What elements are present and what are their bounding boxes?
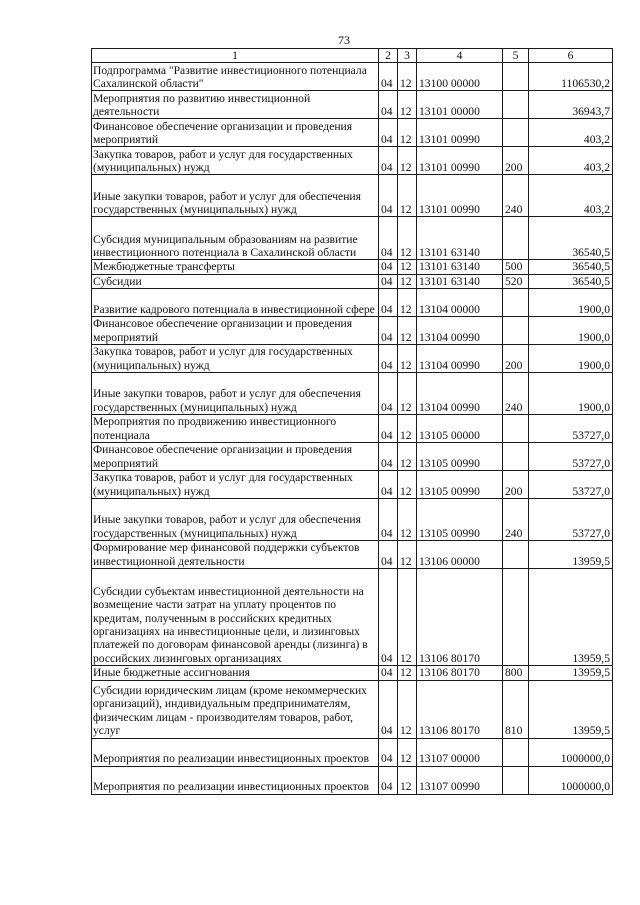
row-section-cell: 04 bbox=[379, 147, 398, 175]
header-cell: 2 bbox=[379, 49, 398, 63]
header-cell: 1 bbox=[92, 49, 379, 63]
row-expense-type-cell bbox=[503, 443, 529, 471]
row-name-cell: Развитие кадрового потенциала в инвестиционной сфере bbox=[92, 289, 379, 317]
row-expense-type-cell bbox=[503, 317, 529, 345]
row-subsection-cell: 12 bbox=[398, 175, 417, 217]
row-target-code-cell: 13101 00990 bbox=[417, 119, 503, 147]
row-amount-cell: 1000000,0 bbox=[529, 738, 613, 766]
row-target-code-cell: 13101 63140 bbox=[417, 217, 503, 260]
row-section-cell: 04 bbox=[379, 499, 398, 541]
row-section-cell: 04 bbox=[379, 569, 398, 666]
row-amount-cell: 1900,0 bbox=[529, 289, 613, 317]
row-section-cell: 04 bbox=[379, 738, 398, 766]
row-subsection-cell: 12 bbox=[398, 738, 417, 766]
header-cell: 3 bbox=[398, 49, 417, 63]
row-subsection-cell: 12 bbox=[398, 345, 417, 373]
row-section-cell: 04 bbox=[379, 415, 398, 443]
row-name-cell: Субсидии субъектам инвестиционной деятельности на возмещение части затрат на уплату процентов по кредитам, полученным в российских кредитных организациях на инвестиционные цели, и лизинговых платежей по договорам финансовой аренды (лизинга) в российских лизинговых организациях bbox=[92, 569, 379, 666]
table-row bbox=[92, 738, 613, 766]
row-section-cell: 04 bbox=[379, 373, 398, 415]
row-target-code-cell: 13105 00990 bbox=[417, 443, 503, 471]
table-row bbox=[92, 345, 613, 373]
table-row bbox=[92, 443, 613, 471]
row-expense-type-cell bbox=[503, 766, 529, 794]
row-name-cell: Финансовое обеспечение организации и проведения мероприятий bbox=[92, 443, 379, 471]
row-target-code-cell: 13104 00990 bbox=[417, 373, 503, 415]
row-subsection-cell: 12 bbox=[398, 260, 417, 274]
row-subsection-cell: 12 bbox=[398, 499, 417, 541]
row-target-code-cell: 13100 00000 bbox=[417, 63, 503, 91]
table-row bbox=[92, 666, 613, 680]
row-section-cell: 04 bbox=[379, 260, 398, 274]
row-subsection-cell: 12 bbox=[398, 541, 417, 569]
row-subsection-cell: 12 bbox=[398, 680, 417, 738]
row-amount-cell: 36540,5 bbox=[529, 260, 613, 274]
row-target-code-cell: 13104 00990 bbox=[417, 345, 503, 373]
row-target-code-cell: 13104 00000 bbox=[417, 289, 503, 317]
row-name-cell: Закупка товаров, работ и услуг для государственных (муниципальных) нужд bbox=[92, 147, 379, 175]
row-expense-type-cell: 200 bbox=[503, 147, 529, 175]
table-row bbox=[92, 119, 613, 147]
table-row bbox=[92, 499, 613, 541]
row-expense-type-cell bbox=[503, 91, 529, 119]
row-target-code-cell: 13101 63140 bbox=[417, 260, 503, 274]
row-section-cell: 04 bbox=[379, 289, 398, 317]
budget-table bbox=[91, 48, 613, 795]
row-expense-type-cell bbox=[503, 569, 529, 666]
row-name-cell: Субсидии юридическим лицам (кроме некоммерческих организаций), индивидуальным предпринимателям, физическим лицам - производителям товаров, работ, услуг bbox=[92, 680, 379, 738]
row-subsection-cell: 12 bbox=[398, 147, 417, 175]
row-target-code-cell: 13104 00990 bbox=[417, 317, 503, 345]
row-name-cell: Мероприятия по реализации инвестиционных проектов bbox=[92, 766, 379, 794]
header-cell: 4 bbox=[417, 49, 503, 63]
row-expense-type-cell bbox=[503, 415, 529, 443]
row-expense-type-cell bbox=[503, 217, 529, 260]
row-section-cell: 04 bbox=[379, 666, 398, 680]
row-target-code-cell: 13101 00990 bbox=[417, 175, 503, 217]
row-expense-type-cell bbox=[503, 63, 529, 91]
row-section-cell: 04 bbox=[379, 471, 398, 499]
row-name-cell: Мероприятия по продвижению инвестиционного потенциала bbox=[92, 415, 379, 443]
table-row bbox=[92, 63, 613, 91]
row-name-cell: Финансовое обеспечение организации и проведения мероприятий bbox=[92, 317, 379, 345]
row-target-code-cell: 13105 00990 bbox=[417, 471, 503, 499]
row-expense-type-cell: 520 bbox=[503, 274, 529, 288]
row-section-cell: 04 bbox=[379, 317, 398, 345]
table-row bbox=[92, 317, 613, 345]
row-amount-cell: 36943,7 bbox=[529, 91, 613, 119]
row-subsection-cell: 12 bbox=[398, 274, 417, 288]
row-target-code-cell: 13106 80170 bbox=[417, 680, 503, 738]
row-expense-type-cell: 240 bbox=[503, 373, 529, 415]
header-cell: 5 bbox=[503, 49, 529, 63]
row-expense-type-cell: 200 bbox=[503, 345, 529, 373]
row-section-cell: 04 bbox=[379, 345, 398, 373]
row-subsection-cell: 12 bbox=[398, 373, 417, 415]
row-amount-cell: 36540,5 bbox=[529, 274, 613, 288]
page-number: 73 bbox=[338, 33, 350, 47]
row-amount-cell: 1900,0 bbox=[529, 317, 613, 345]
row-target-code-cell: 13105 00000 bbox=[417, 415, 503, 443]
row-expense-type-cell bbox=[503, 119, 529, 147]
row-section-cell: 04 bbox=[379, 175, 398, 217]
row-amount-cell: 1000000,0 bbox=[529, 766, 613, 794]
row-expense-type-cell: 800 bbox=[503, 666, 529, 680]
row-expense-type-cell bbox=[503, 289, 529, 317]
row-section-cell: 04 bbox=[379, 274, 398, 288]
row-target-code-cell: 13105 00990 bbox=[417, 499, 503, 541]
row-name-cell: Иные закупки товаров, работ и услуг для обеспечения государственных (муниципальных) нужд bbox=[92, 175, 379, 217]
table-body bbox=[92, 63, 613, 794]
row-target-code-cell: 13107 00990 bbox=[417, 766, 503, 794]
table-row bbox=[92, 260, 613, 274]
row-section-cell: 04 bbox=[379, 119, 398, 147]
row-expense-type-cell: 240 bbox=[503, 499, 529, 541]
row-section-cell: 04 bbox=[379, 217, 398, 260]
row-subsection-cell: 12 bbox=[398, 289, 417, 317]
row-amount-cell: 36540,5 bbox=[529, 217, 613, 260]
row-subsection-cell: 12 bbox=[398, 119, 417, 147]
row-subsection-cell: 12 bbox=[398, 569, 417, 666]
table-row bbox=[92, 274, 613, 288]
row-amount-cell: 13959,5 bbox=[529, 541, 613, 569]
row-expense-type-cell bbox=[503, 541, 529, 569]
row-name-cell: Иные бюджетные ассигнования bbox=[92, 666, 379, 680]
row-subsection-cell: 12 bbox=[398, 317, 417, 345]
table-row bbox=[92, 91, 613, 119]
table-row bbox=[92, 147, 613, 175]
table-row bbox=[92, 541, 613, 569]
table-row bbox=[92, 415, 613, 443]
row-name-cell: Субсидия муниципальным образованиям на развитие инвестиционного потенциала в Сахалинской области bbox=[92, 217, 379, 260]
row-name-cell: Закупка товаров, работ и услуг для государственных (муниципальных) нужд bbox=[92, 471, 379, 499]
table-header-row bbox=[92, 49, 613, 63]
row-subsection-cell: 12 bbox=[398, 666, 417, 680]
row-name-cell: Субсидии bbox=[92, 274, 379, 288]
row-subsection-cell: 12 bbox=[398, 443, 417, 471]
row-amount-cell: 1106530,2 bbox=[529, 63, 613, 91]
row-name-cell: Иные закупки товаров, работ и услуг для обеспечения государственных (муниципальных) нужд bbox=[92, 373, 379, 415]
row-name-cell: Подпрограмма "Развитие инвестиционного потенциала Сахалинской области" bbox=[92, 63, 379, 91]
row-subsection-cell: 12 bbox=[398, 91, 417, 119]
row-expense-type-cell: 240 bbox=[503, 175, 529, 217]
row-expense-type-cell bbox=[503, 738, 529, 766]
row-target-code-cell: 13101 63140 bbox=[417, 274, 503, 288]
row-expense-type-cell: 200 bbox=[503, 471, 529, 499]
table-row bbox=[92, 175, 613, 217]
row-amount-cell: 1900,0 bbox=[529, 373, 613, 415]
row-name-cell: Закупка товаров, работ и услуг для государственных (муниципальных) нужд bbox=[92, 345, 379, 373]
row-subsection-cell: 12 bbox=[398, 766, 417, 794]
row-subsection-cell: 12 bbox=[398, 415, 417, 443]
row-target-code-cell: 13101 00990 bbox=[417, 147, 503, 175]
row-amount-cell: 13959,5 bbox=[529, 569, 613, 666]
row-amount-cell: 403,2 bbox=[529, 175, 613, 217]
row-section-cell: 04 bbox=[379, 766, 398, 794]
row-expense-type-cell: 810 bbox=[503, 680, 529, 738]
row-name-cell: Финансовое обеспечение организации и проведения мероприятий bbox=[92, 119, 379, 147]
row-section-cell: 04 bbox=[379, 680, 398, 738]
row-subsection-cell: 12 bbox=[398, 471, 417, 499]
row-name-cell: Мероприятия по реализации инвестиционных проектов bbox=[92, 738, 379, 766]
row-amount-cell: 1900,0 bbox=[529, 345, 613, 373]
row-amount-cell: 403,2 bbox=[529, 119, 613, 147]
table-row bbox=[92, 217, 613, 260]
row-section-cell: 04 bbox=[379, 541, 398, 569]
row-target-code-cell: 13101 00000 bbox=[417, 91, 503, 119]
header-cell: 6 bbox=[529, 49, 613, 63]
row-target-code-cell: 13106 80170 bbox=[417, 666, 503, 680]
table-row bbox=[92, 289, 613, 317]
row-amount-cell: 53727,0 bbox=[529, 443, 613, 471]
table-row bbox=[92, 766, 613, 794]
row-amount-cell: 53727,0 bbox=[529, 471, 613, 499]
row-name-cell: Межбюджетные трансферты bbox=[92, 260, 379, 274]
row-amount-cell: 53727,0 bbox=[529, 499, 613, 541]
row-target-code-cell: 13107 00000 bbox=[417, 738, 503, 766]
row-section-cell: 04 bbox=[379, 63, 398, 91]
row-amount-cell: 13959,5 bbox=[529, 666, 613, 680]
row-name-cell: Мероприятия по развитию инвестиционной деятельности bbox=[92, 91, 379, 119]
table-row bbox=[92, 373, 613, 415]
table-row bbox=[92, 569, 613, 666]
row-section-cell: 04 bbox=[379, 443, 398, 471]
row-amount-cell: 13959,5 bbox=[529, 680, 613, 738]
row-target-code-cell: 13106 80170 bbox=[417, 569, 503, 666]
table-row bbox=[92, 471, 613, 499]
row-expense-type-cell: 500 bbox=[503, 260, 529, 274]
row-section-cell: 04 bbox=[379, 91, 398, 119]
row-name-cell: Иные закупки товаров, работ и услуг для обеспечения государственных (муниципальных) нужд bbox=[92, 499, 379, 541]
row-name-cell: Формирование мер финансовой поддержки субъектов инвестиционной деятельности bbox=[92, 541, 379, 569]
table-row bbox=[92, 680, 613, 738]
row-subsection-cell: 12 bbox=[398, 63, 417, 91]
row-amount-cell: 403,2 bbox=[529, 147, 613, 175]
row-subsection-cell: 12 bbox=[398, 217, 417, 260]
row-amount-cell: 53727,0 bbox=[529, 415, 613, 443]
row-target-code-cell: 13106 00000 bbox=[417, 541, 503, 569]
